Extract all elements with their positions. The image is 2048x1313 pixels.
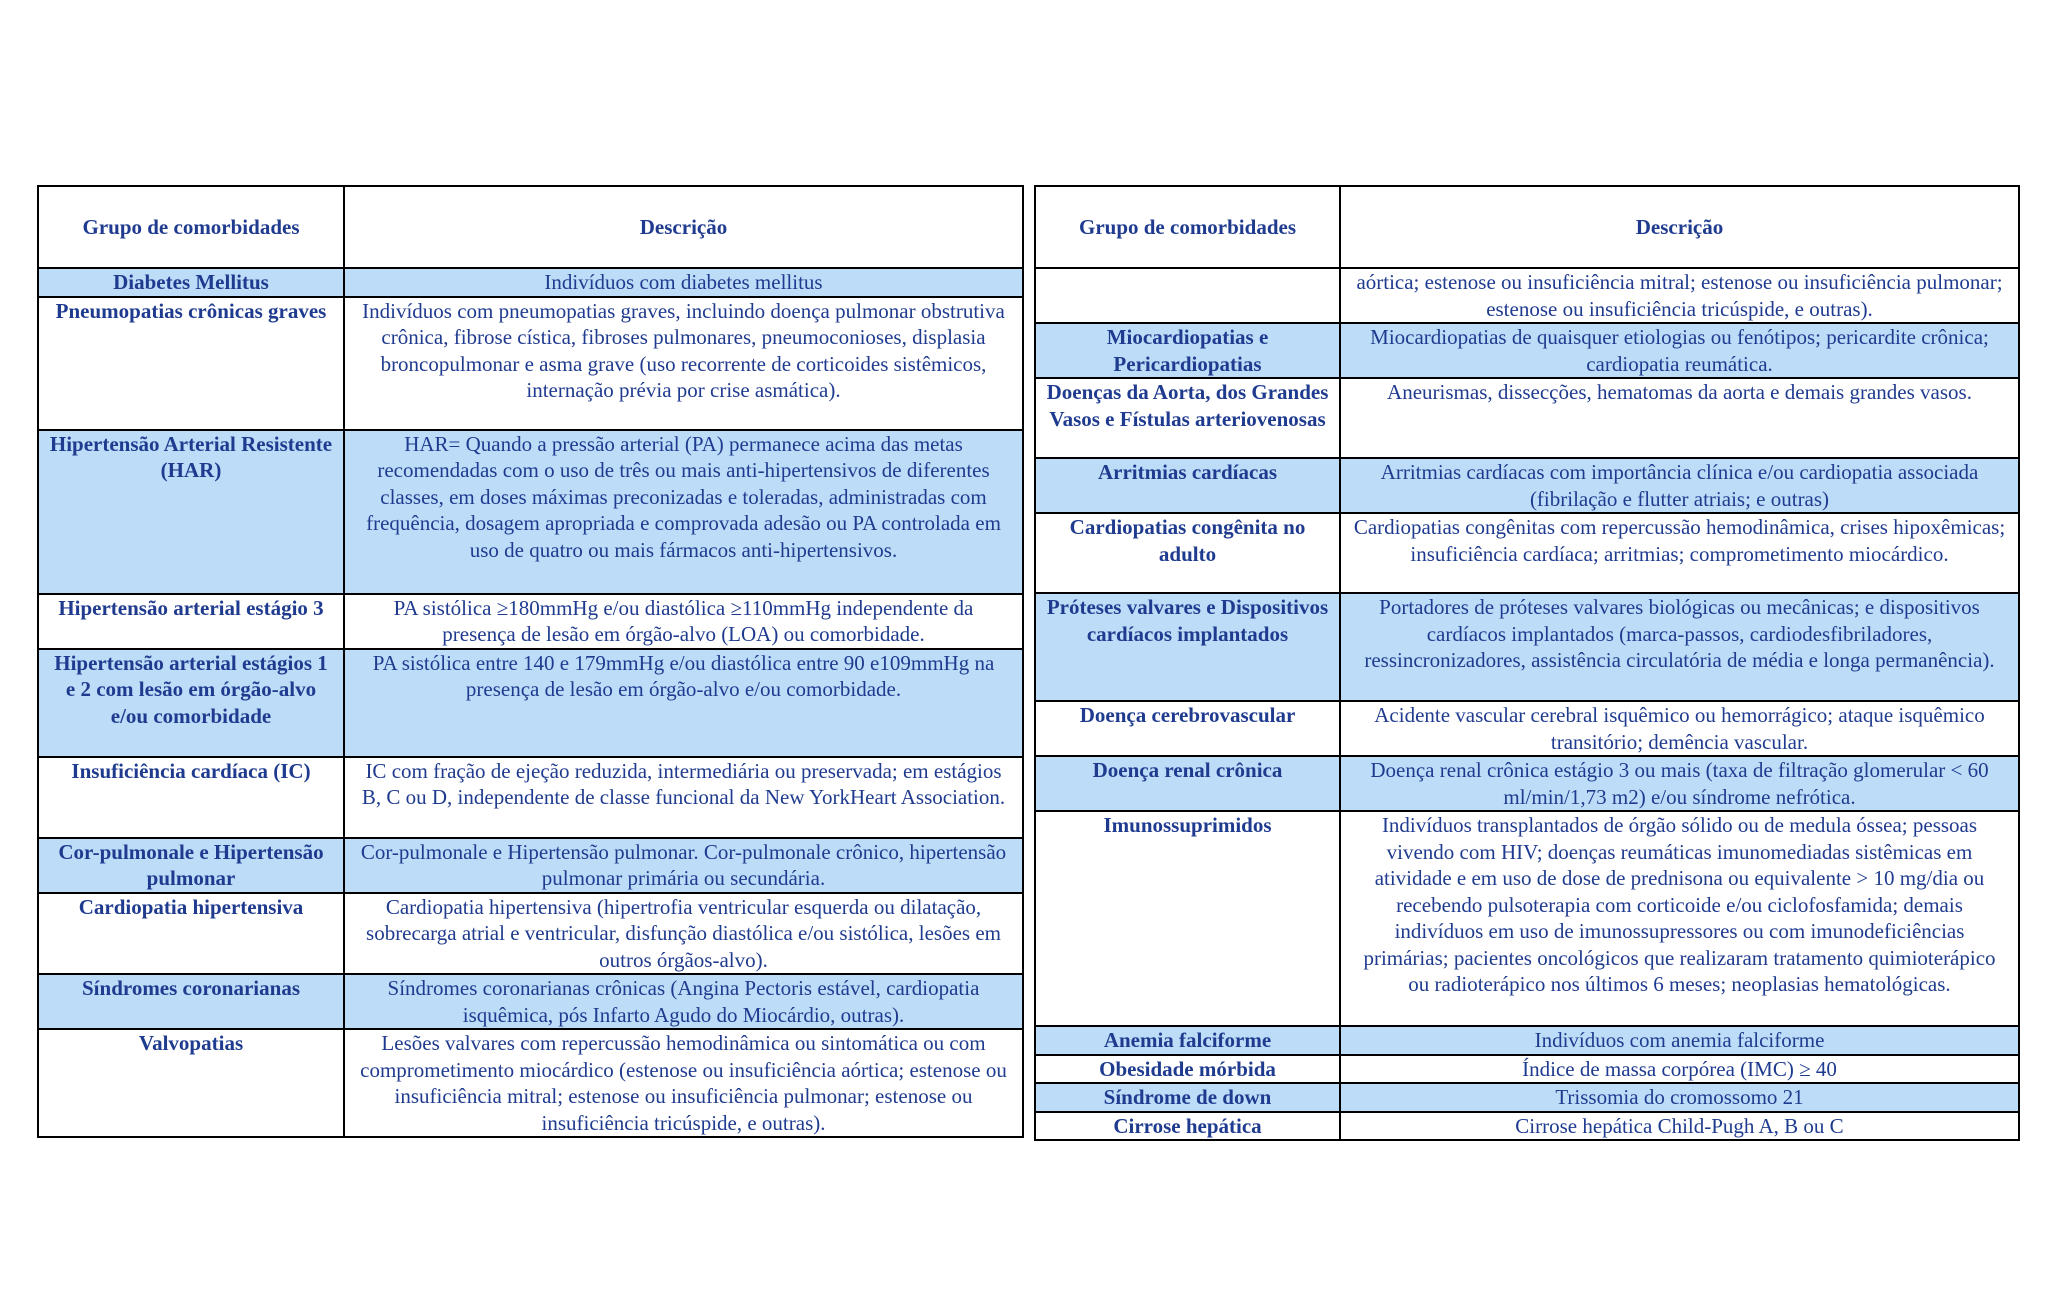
comorbidity-description-cell: aórtica; estenose ou insuficiência mitral; estenose ou insuficiência pulmonar; estenose ou insuficiência tricúspide, e outras).: [1340, 268, 2019, 323]
comorbidity-group-cell: Cirrose hepática: [1035, 1112, 1340, 1141]
comorbidity-description-cell: Doença renal crônica estágio 3 ou mais (taxa de filtração glomerular < 60 ml/min/1,73 m2) e/ou síndrome nefrótica.: [1340, 756, 2019, 811]
table-row: [38, 838, 1023, 893]
comorbidity-description-cell: Indivíduos transplantados de órgão sólido ou de medula óssea; pessoas vivendo com HIV; doenças reumáticas imunomediadas sistêmicas em atividade e em uso de dose de prednisona ou equivalente > 10 mg/dia ou recebendo pulsoterapia com corticoide e/ou ciclofosfamida; demais indivíduos em uso de imunossupressores ou com imunodeficiências primárias; pacientes oncológicos que realizaram tratamento quimioterápico ou radioterápico nos últimos 6 meses; neoplasias hematológicas.: [1340, 811, 2019, 1026]
comorbidity-group-cell: Anemia falciforme: [1035, 1026, 1340, 1055]
comorbidity-description-cell: Indivíduos com pneumopatias graves, incluindo doença pulmonar obstrutiva crônica, fibrose cística, fibroses pulmonares, pneumoconioses, displasia broncopulmonar e asma grave (uso recorrente de corticoides sistêmicos, internação prévia por crise asmática).: [344, 297, 1023, 430]
comorbidity-group-cell: Doença cerebrovascular: [1035, 701, 1340, 756]
table-header-row: [38, 186, 1023, 268]
comorbidity-description-cell: IC com fração de ejeção reduzida, intermediária ou preservada; em estágios B, C ou D, independente de classe funcional da New YorkHeart Association.: [344, 757, 1023, 838]
comorbidity-description-cell: Índice de massa corpórea (IMC) ≥ 40: [1340, 1055, 2019, 1084]
comorbidity-description-cell: PA sistólica ≥180mmHg e/ou diastólica ≥110mmHg independente da presença de lesão em órgão-alvo (LOA) ou comorbidade.: [344, 594, 1023, 649]
comorbidity-group-cell: Insuficiência cardíaca (IC): [38, 757, 344, 838]
comorbidity-description-cell: Cardiopatia hipertensiva (hipertrofia ventricular esquerda ou dilatação, sobrecarga atrial e ventricular, disfunção diastólica e/ou sistólica, lesões em outros órgãos-alvo).: [344, 893, 1023, 975]
comorbidity-group-cell: Cardiopatia hipertensiva: [38, 893, 344, 975]
comorbidity-description-cell: Cirrose hepática Child-Pugh A, B ou C: [1340, 1112, 2019, 1141]
table-row: [1035, 1112, 2019, 1141]
header-description: Descrição: [1340, 186, 2019, 268]
comorbidity-group-cell: [1035, 268, 1340, 323]
comorbidity-description-cell: Arritmias cardíacas com importância clínica e/ou cardiopatia associada (fibrilação e flutter atriais; e outras): [1340, 458, 2019, 513]
left-table-body: [38, 268, 1023, 1137]
table-row: [1035, 513, 2019, 593]
table-row: [1035, 378, 2019, 458]
header-group: Grupo de comorbidades: [1035, 186, 1340, 268]
table-row: [1035, 268, 2019, 323]
comorbidity-group-cell: Miocardiopatias e Pericardiopatias: [1035, 323, 1340, 378]
comorbidities-table-left: [37, 185, 1024, 1138]
table-row: [38, 1029, 1023, 1137]
comorbidity-description-cell: Aneurismas, dissecções, hematomas da aorta e demais grandes vasos.: [1340, 378, 2019, 458]
comorbidity-group-cell: Próteses valvares e Dispositivos cardíacos implantados: [1035, 593, 1340, 701]
comorbidity-group-cell: Hipertensão Arterial Resistente (HAR): [38, 430, 344, 594]
comorbidity-description-cell: Indivíduos com anemia falciforme: [1340, 1026, 2019, 1055]
table-row: [1035, 593, 2019, 701]
table-row: [1035, 1055, 2019, 1084]
table-row: [38, 268, 1023, 297]
comorbidity-description-cell: Síndromes coronarianas crônicas (Angina Pectoris estável, cardiopatia isquêmica, pós Infarto Agudo do Miocárdio, outras).: [344, 974, 1023, 1029]
comorbidity-description-cell: PA sistólica entre 140 e 179mmHg e/ou diastólica entre 90 e109mmHg na presença de lesão em órgão-alvo e/ou comorbidade.: [344, 649, 1023, 757]
comorbidity-group-cell: Doenças da Aorta, dos Grandes Vasos e Fístulas arteriovenosas: [1035, 378, 1340, 458]
table-row: [38, 594, 1023, 649]
comorbidity-description-cell: Acidente vascular cerebral isquêmico ou hemorrágico; ataque isquêmico transitório; demência vascular.: [1340, 701, 2019, 756]
comorbidity-description-cell: Trissomia do cromossomo 21: [1340, 1083, 2019, 1112]
table-row: [1035, 1026, 2019, 1055]
table-row: [38, 430, 1023, 594]
comorbidity-description-cell: Cardiopatias congênitas com repercussão hemodinâmica, crises hipoxêmicas; insuficiência cardíaca; arritmias; comprometimento miocárdico.: [1340, 513, 2019, 593]
header-description: Descrição: [344, 186, 1023, 268]
comorbidity-group-cell: Imunossuprimidos: [1035, 811, 1340, 1026]
table-row: [1035, 811, 2019, 1026]
comorbidity-group-cell: Hipertensão arterial estágios 1 e 2 com lesão em órgão-alvo e/ou comorbidade: [38, 649, 344, 757]
comorbidity-group-cell: Cor-pulmonale e Hipertensão pulmonar: [38, 838, 344, 893]
table-row: [1035, 458, 2019, 513]
header-group: Grupo de comorbidades: [38, 186, 344, 268]
comorbidity-description-cell: Portadores de próteses valvares biológicas ou mecânicas; e dispositivos cardíacos implantados (marca-passos, cardiodesfibriladores, ressincronizadores, assistência circulatória de média e longa permanência).: [1340, 593, 2019, 701]
table-row: [1035, 756, 2019, 811]
table-header-row: [1035, 186, 2019, 268]
comorbidity-group-cell: Obesidade mórbida: [1035, 1055, 1340, 1084]
comorbidity-description-cell: Cor-pulmonale e Hipertensão pulmonar. Cor-pulmonale crônico, hipertensão pulmonar primária ou secundária.: [344, 838, 1023, 893]
table-row: [38, 893, 1023, 975]
table-row: [38, 974, 1023, 1029]
comorbidity-description-cell: Lesões valvares com repercussão hemodinâmica ou sintomática ou com comprometimento miocárdico (estenose ou insuficiência aórtica; estenose ou insuficiência mitral; estenose ou insuficiência pulmonar; estenose ou insuficiência tricúspide, e outras).: [344, 1029, 1023, 1137]
comorbidity-description-cell: Indivíduos com diabetes mellitus: [344, 268, 1023, 297]
table-row: [38, 757, 1023, 838]
comorbidity-group-cell: Arritmias cardíacas: [1035, 458, 1340, 513]
comorbidity-group-cell: Diabetes Mellitus: [38, 268, 344, 297]
right-table-body: [1035, 268, 2019, 1140]
table-row: [1035, 1083, 2019, 1112]
table-row: [38, 297, 1023, 430]
comorbidity-group-cell: Doença renal crônica: [1035, 756, 1340, 811]
comorbidity-group-cell: Síndromes coronarianas: [38, 974, 344, 1029]
table-row: [1035, 701, 2019, 756]
comorbidity-group-cell: Síndrome de down: [1035, 1083, 1340, 1112]
comorbidity-group-cell: Valvopatias: [38, 1029, 344, 1137]
table-row: [38, 649, 1023, 757]
comorbidity-group-cell: Cardiopatias congênita no adulto: [1035, 513, 1340, 593]
comorbidities-table-right: [1034, 185, 2020, 1141]
comorbidity-description-cell: HAR= Quando a pressão arterial (PA) permanece acima das metas recomendadas com o uso de três ou mais anti-hipertensivos de diferentes classes, em doses máximas preconizadas e toleradas, administradas com frequência, dosagem apropriada e comprovada adesão ou PA controlada em uso de quatro ou mais fármacos anti-hipertensivos.: [344, 430, 1023, 594]
comorbidity-group-cell: Pneumopatias crônicas graves: [38, 297, 344, 430]
comorbidity-group-cell: Hipertensão arterial estágio 3: [38, 594, 344, 649]
table-row: [1035, 323, 2019, 378]
comorbidity-description-cell: Miocardiopatias de quaisquer etiologias ou fenótipos; pericardite crônica; cardiopatia reumática.: [1340, 323, 2019, 378]
